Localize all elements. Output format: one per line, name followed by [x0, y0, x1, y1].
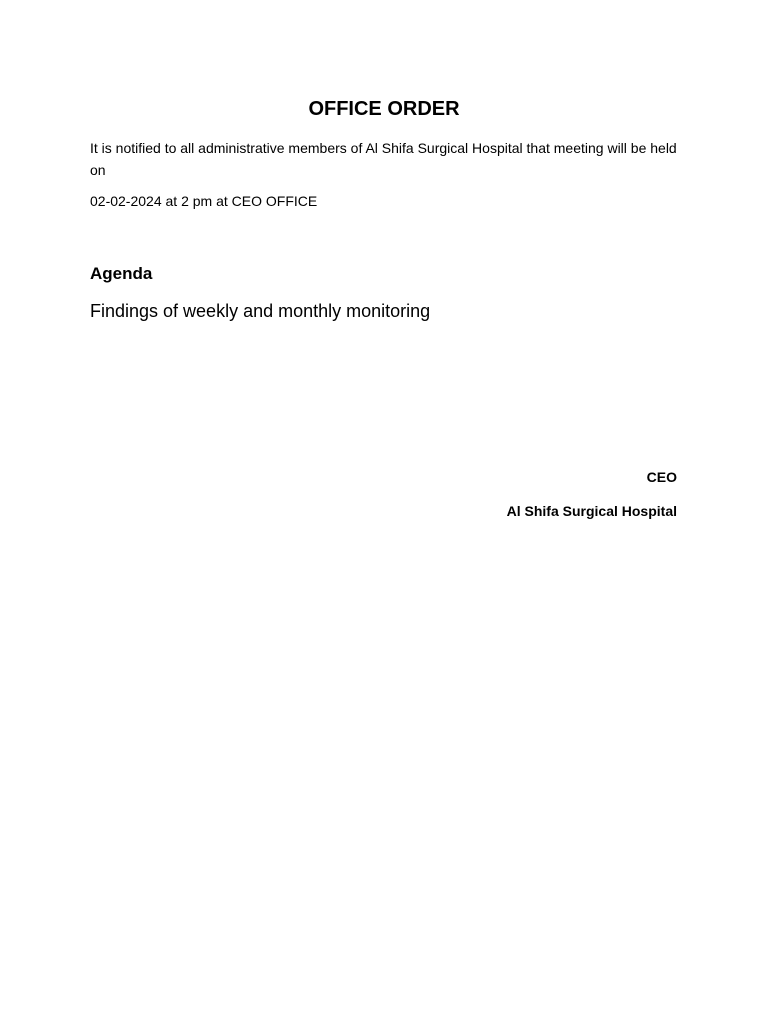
- notice-text: It is notified to all administrative members of Al Shifa Surgical Hospital that meeting will be held on: [90, 140, 677, 178]
- agenda-item: Findings of weekly and monthly monitoring: [90, 301, 431, 321]
- page-title: OFFICE ORDER: [308, 98, 460, 120]
- meeting-details: 02-02-2024 at 2 pm at CEO OFFICE: [90, 193, 318, 209]
- signatory-title: CEO: [646, 469, 677, 485]
- signatory-organization: Al Shifa Surgical Hospital: [506, 503, 677, 519]
- agenda-heading: Agenda: [90, 264, 153, 283]
